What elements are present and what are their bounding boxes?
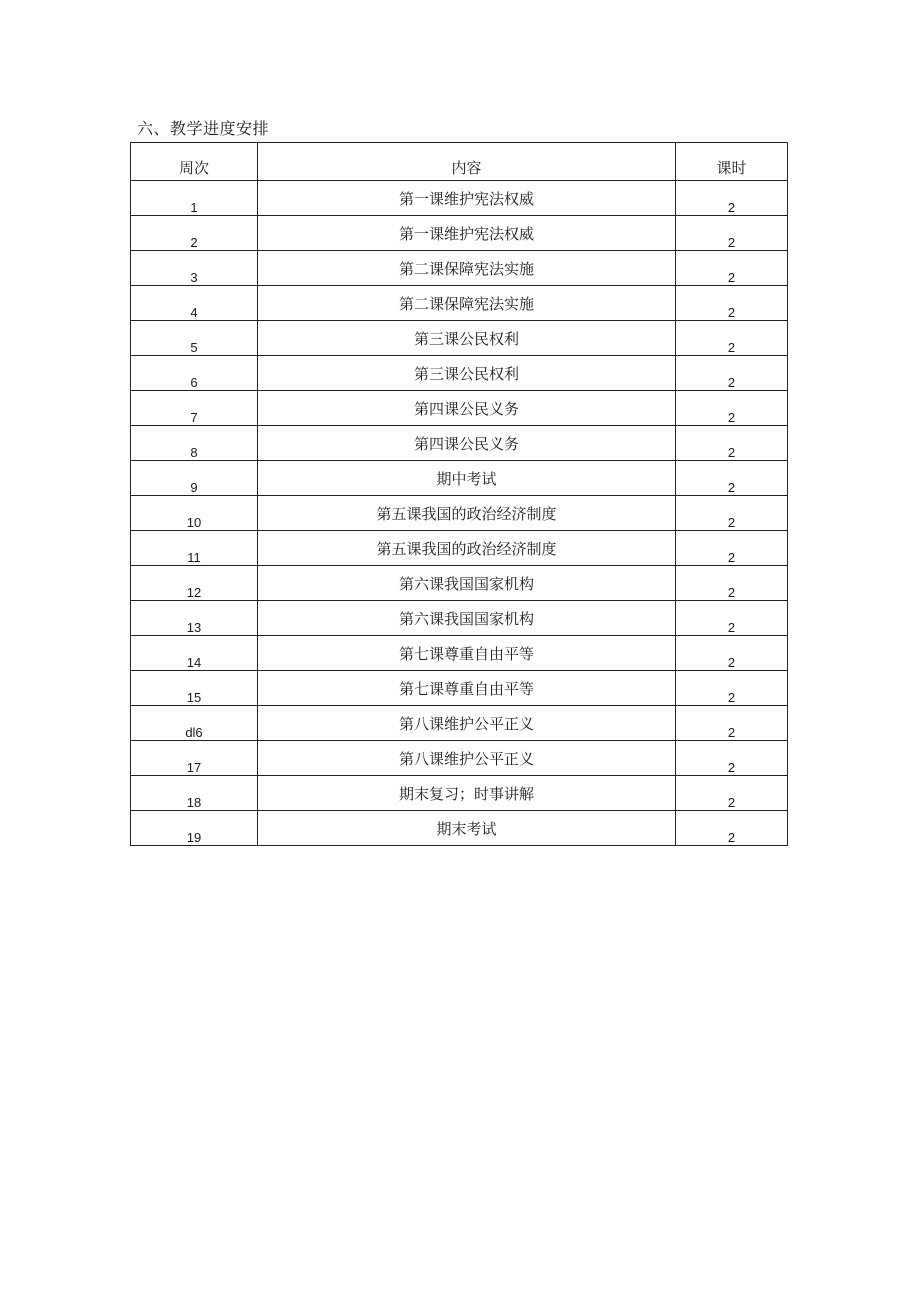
- table-row: [131, 566, 788, 601]
- week-cell: 9: [131, 461, 258, 496]
- week-cell: 11: [131, 531, 258, 566]
- week-cell: 15: [131, 671, 258, 706]
- hours-cell: 2: [676, 566, 788, 601]
- week-cell: 6: [131, 356, 258, 391]
- week-cell: 10: [131, 496, 258, 531]
- table-row: [131, 216, 788, 251]
- table-row: [131, 461, 788, 496]
- content-cell: 第七课尊重自由平等: [258, 636, 676, 671]
- content-cell: 第三课公民权利: [258, 321, 676, 356]
- table-row: [131, 601, 788, 636]
- header-hours: 课时: [676, 143, 788, 181]
- schedule-table: [130, 142, 788, 846]
- content-cell: 第四课公民义务: [258, 426, 676, 461]
- week-cell: 19: [131, 811, 258, 846]
- content-cell: 期末复习；时事讲解: [258, 776, 676, 811]
- table-row: [131, 181, 788, 216]
- table-row: [131, 636, 788, 671]
- hours-cell: 2: [676, 776, 788, 811]
- content-cell: 第二课保障宪法实施: [258, 251, 676, 286]
- hours-cell: 2: [676, 496, 788, 531]
- hours-cell: 2: [676, 811, 788, 846]
- table-row: [131, 426, 788, 461]
- week-cell: 17: [131, 741, 258, 776]
- content-cell: 第五课我国的政治经济制度: [258, 531, 676, 566]
- table-body: [131, 181, 788, 846]
- table-row: [131, 741, 788, 776]
- hours-cell: 2: [676, 601, 788, 636]
- week-cell: 8: [131, 426, 258, 461]
- content-cell: 第六课我国国家机构: [258, 566, 676, 601]
- table-row: [131, 321, 788, 356]
- content-cell: 第一课维护宪法权威: [258, 181, 676, 216]
- hours-cell: 2: [676, 461, 788, 496]
- table-row: [131, 776, 788, 811]
- content-cell: 期中考试: [258, 461, 676, 496]
- table-row: [131, 671, 788, 706]
- hours-cell: 2: [676, 286, 788, 321]
- hours-cell: 2: [676, 321, 788, 356]
- hours-cell: 2: [676, 531, 788, 566]
- hours-cell: 2: [676, 671, 788, 706]
- content-cell: 第八课维护公平正义: [258, 706, 676, 741]
- content-cell: 第二课保障宪法实施: [258, 286, 676, 321]
- hours-cell: 2: [676, 216, 788, 251]
- table-row: [131, 286, 788, 321]
- section-title: 六、教学进度安排: [137, 119, 270, 138]
- content-cell: 第七课尊重自由平等: [258, 671, 676, 706]
- hours-cell: 2: [676, 706, 788, 741]
- week-cell: 12: [131, 566, 258, 601]
- table-row: [131, 496, 788, 531]
- hours-cell: 2: [676, 426, 788, 461]
- week-cell: 2: [131, 216, 258, 251]
- week-cell: 13: [131, 601, 258, 636]
- content-cell: 期末考试: [258, 811, 676, 846]
- table-row: [131, 531, 788, 566]
- content-cell: 第五课我国的政治经济制度: [258, 496, 676, 531]
- week-cell: 4: [131, 286, 258, 321]
- hours-cell: 2: [676, 356, 788, 391]
- content-cell: 第八课维护公平正义: [258, 741, 676, 776]
- table-row: [131, 706, 788, 741]
- week-cell: dl6: [131, 706, 258, 741]
- hours-cell: 2: [676, 391, 788, 426]
- week-cell: 1: [131, 181, 258, 216]
- table-row: [131, 356, 788, 391]
- week-cell: 5: [131, 321, 258, 356]
- week-cell: 18: [131, 776, 258, 811]
- content-cell: 第三课公民权利: [258, 356, 676, 391]
- content-cell: 第四课公民义务: [258, 391, 676, 426]
- hours-cell: 2: [676, 741, 788, 776]
- header-week: 周次: [131, 143, 258, 181]
- table-row: [131, 391, 788, 426]
- content-cell: 第六课我国国家机构: [258, 601, 676, 636]
- hours-cell: 2: [676, 181, 788, 216]
- table-header-row: [131, 143, 788, 181]
- week-cell: 7: [131, 391, 258, 426]
- hours-cell: 2: [676, 251, 788, 286]
- week-cell: 14: [131, 636, 258, 671]
- table-row: [131, 811, 788, 846]
- table-row: [131, 251, 788, 286]
- week-cell: 3: [131, 251, 258, 286]
- header-content: 内容: [258, 143, 676, 181]
- content-cell: 第一课维护宪法权威: [258, 216, 676, 251]
- hours-cell: 2: [676, 636, 788, 671]
